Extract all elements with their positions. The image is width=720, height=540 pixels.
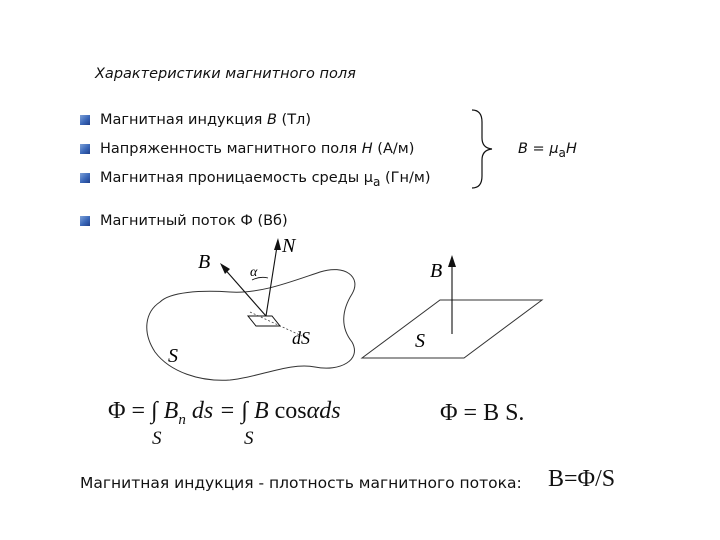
label-N: N bbox=[282, 235, 296, 257]
definition-text: Магнитная индукция - плотность магнитного потока: bbox=[80, 474, 522, 492]
surface-element-diagram bbox=[140, 232, 370, 388]
slide-title: Характеристики магнитного поля bbox=[95, 66, 356, 82]
definition-formula: B=Φ/S bbox=[548, 466, 616, 492]
bullet-square-icon bbox=[80, 216, 90, 226]
flux-simple-formula: Φ = B S. bbox=[440, 400, 525, 426]
label-B: B bbox=[198, 251, 211, 273]
integral-limit-1: S bbox=[152, 428, 162, 449]
label-S2: S bbox=[415, 330, 425, 352]
label-dS: dS bbox=[292, 328, 310, 348]
bullet-square-icon bbox=[80, 115, 90, 125]
bullet-square-icon bbox=[80, 173, 90, 183]
label-B2: B bbox=[430, 260, 443, 282]
induction-arrow-icon bbox=[220, 263, 230, 274]
normal-arrow-icon bbox=[274, 238, 281, 250]
b-arrow-icon bbox=[448, 255, 456, 267]
bullet-square-icon bbox=[80, 144, 90, 154]
flat-surface-diagram bbox=[360, 252, 550, 362]
area-element bbox=[248, 316, 280, 326]
relation-formula: $B = \mu_аH$ bbox=[518, 141, 577, 160]
induction-vector bbox=[222, 266, 266, 316]
integral-limit-2: S bbox=[244, 428, 254, 449]
flux-integral-formula: Φ = ∫ $B_n$ ds = ∫ B cosαds bbox=[108, 398, 341, 428]
label-alpha: α bbox=[250, 265, 258, 280]
right-brace bbox=[470, 108, 500, 190]
label-S: S bbox=[168, 345, 178, 367]
surface-outline bbox=[147, 270, 355, 381]
